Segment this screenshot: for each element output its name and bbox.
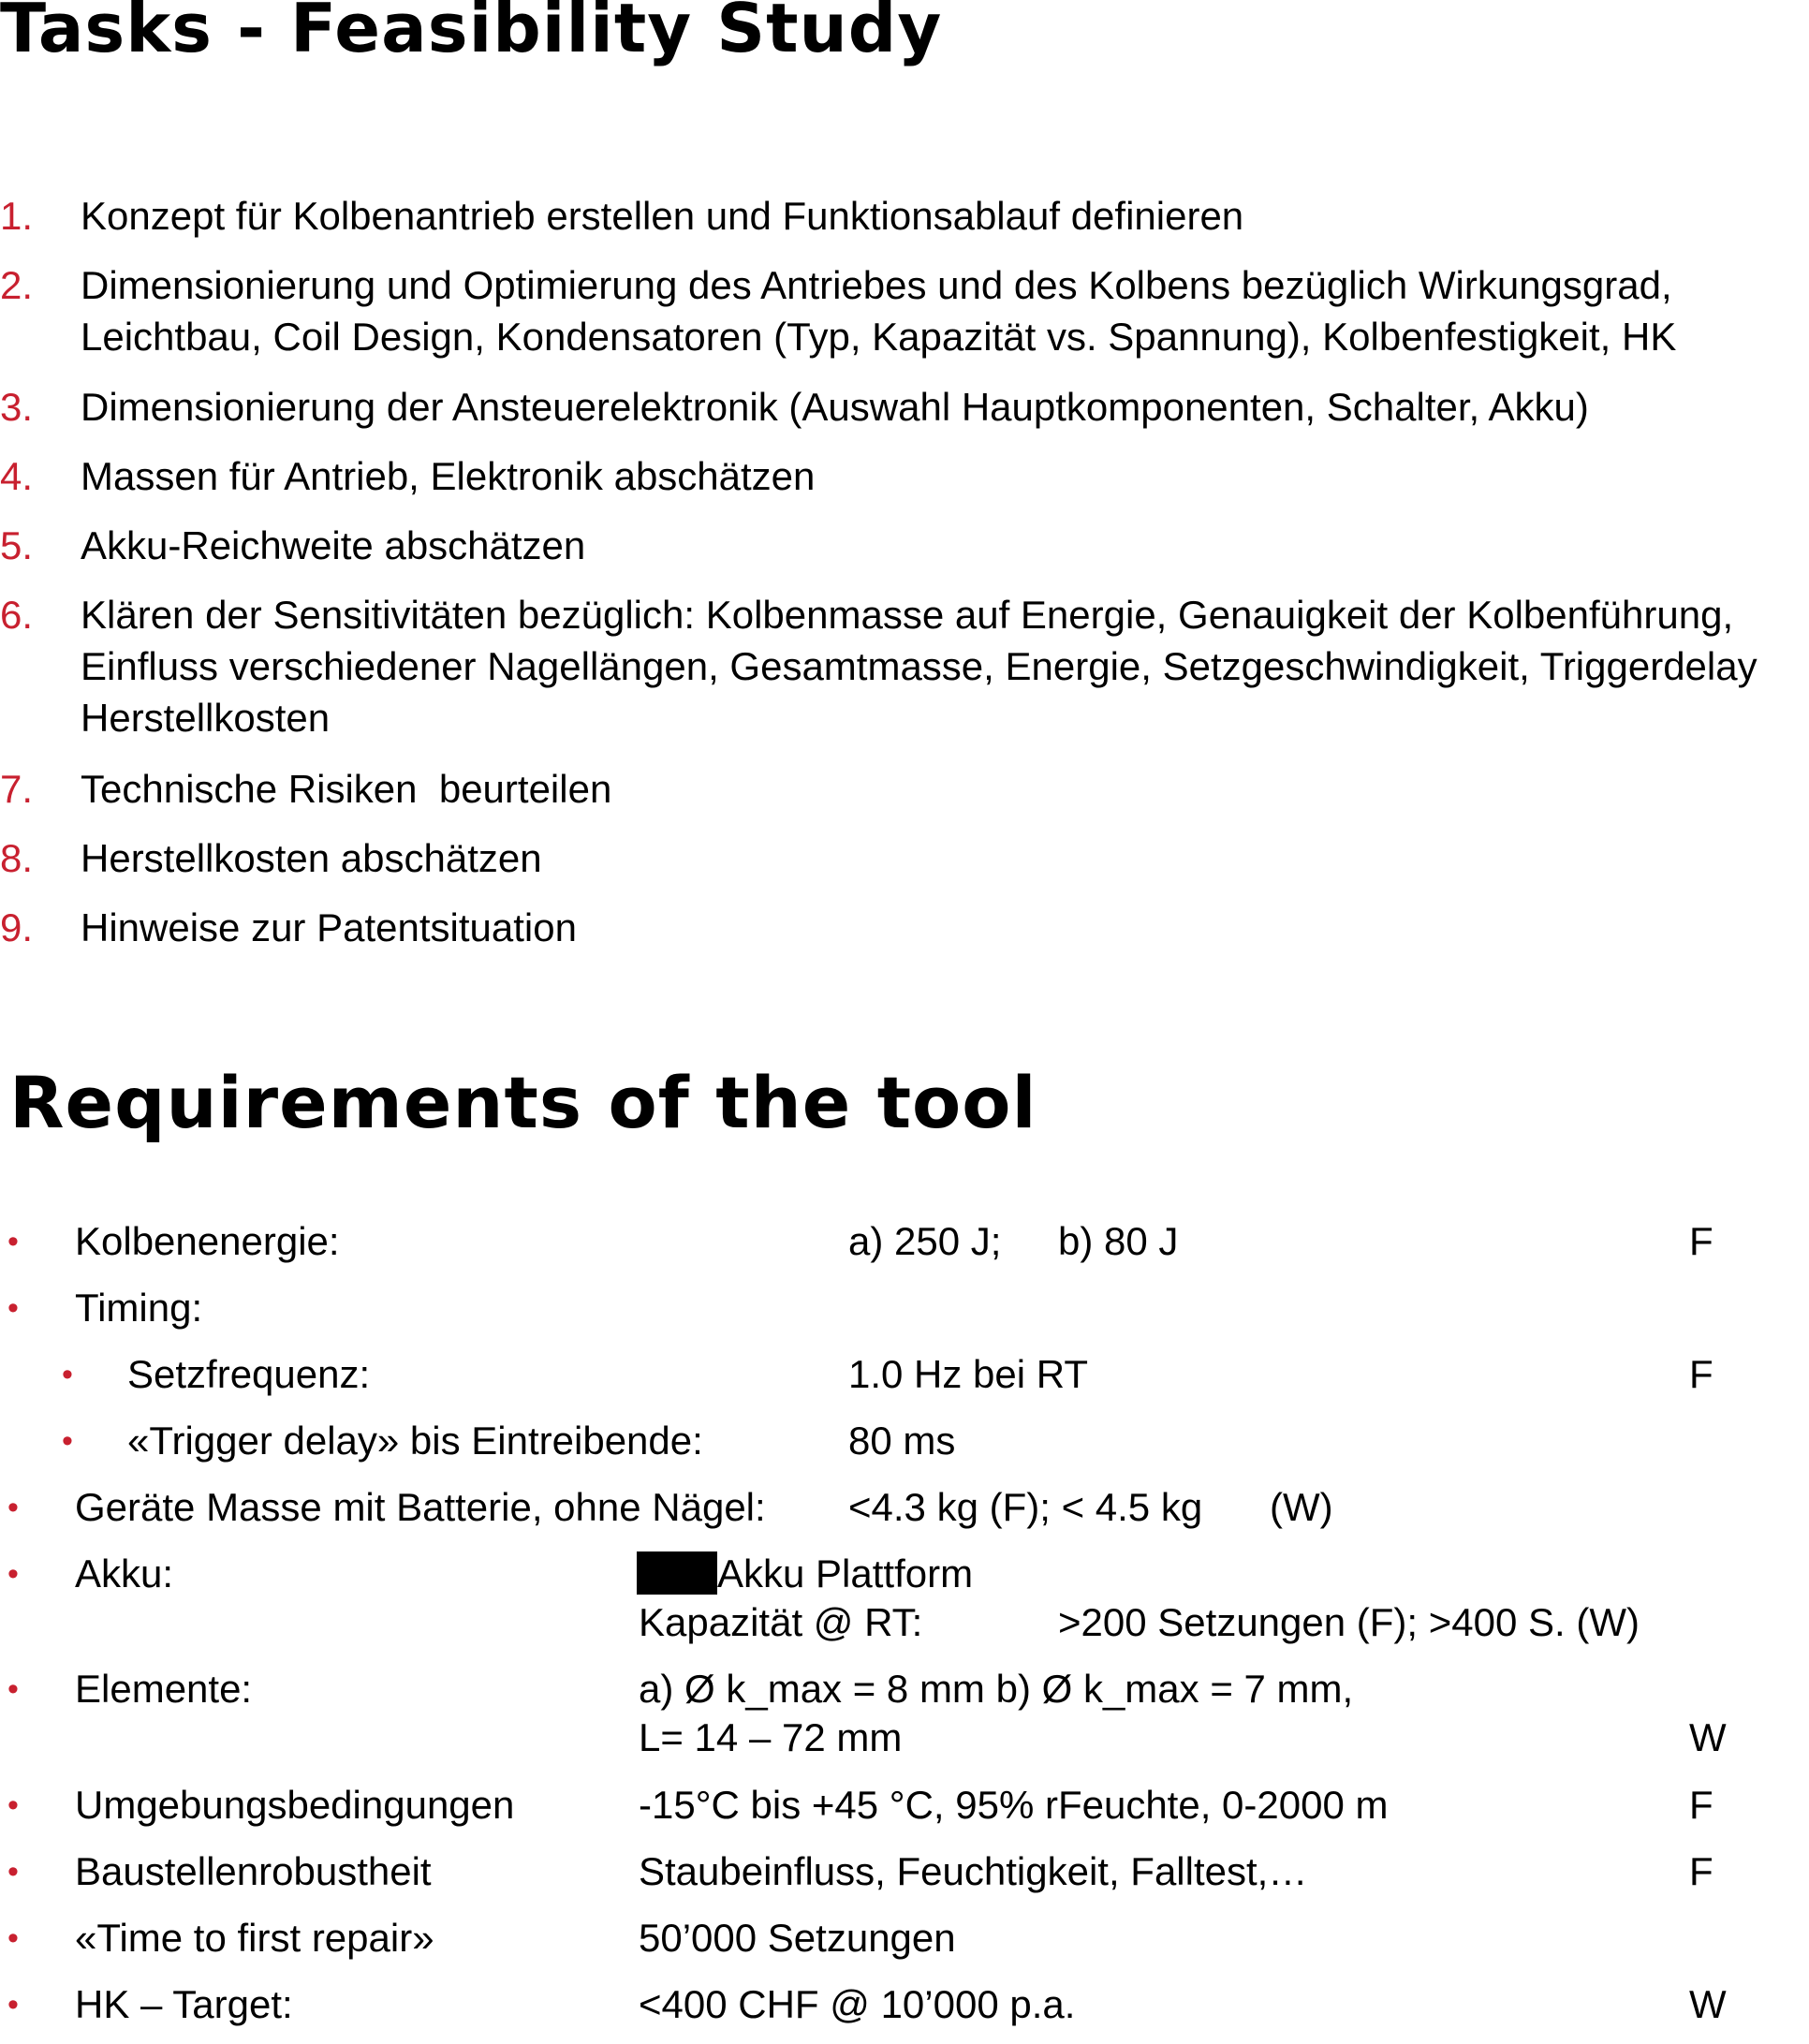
task-text: Konzept für Kolbenantrieb erstellen und Funktionsablauf definieren: [81, 194, 1244, 238]
task-number: 2.: [0, 263, 34, 307]
bullet-icon: •: [7, 1490, 19, 1525]
tasks-title: Tasks - Feasibility Study: [0, 0, 943, 67]
requirement-row: [0, 1215, 1809, 1281]
requirement-label: Setzfrequenz:: [127, 1352, 371, 1396]
requirement-label: «Time to first repair»: [75, 1916, 434, 1960]
bullet-icon: •: [62, 1423, 73, 1459]
bullet-icon: •: [7, 1290, 19, 1326]
task-text: Einfluss verschiedener Nagellängen, Gesamtmasse, Energie, Setzgeschwindigkeit, Triggerdelay: [81, 644, 1758, 688]
requirement-row: [0, 1663, 1809, 1766]
task-number: 5.: [0, 523, 34, 567]
requirement-value: <400 CHF @ 10’000 p.a.: [639, 1982, 1076, 2026]
bullet-icon: •: [7, 1987, 19, 2022]
requirements-title: Requirements of the tool: [9, 1061, 1037, 1144]
task-text: Hinweise zur Patentsituation: [81, 905, 577, 949]
task-text: Technische Risiken beurteilen: [81, 767, 612, 811]
requirement-row: [0, 1548, 1809, 1651]
akku-platform-text: Akku Plattform: [717, 1551, 974, 1595]
requirement-row: [0, 1282, 1809, 1347]
requirement-value: a) 250 J;: [848, 1219, 1002, 1263]
requirement-value: <4.3 kg (F); < 4.5 kg: [848, 1485, 1203, 1529]
redaction-block: [637, 1551, 717, 1595]
bullet-icon: •: [7, 1224, 19, 1259]
requirement-label: Timing:: [75, 1286, 203, 1330]
requirement-label: Akku:: [75, 1551, 174, 1595]
requirement-label: «Trigger delay» bis Eintreibende:: [127, 1419, 703, 1463]
bullet-icon: •: [7, 1556, 19, 1592]
requirement-label: Geräte Masse mit Batterie, ohne Nägel:: [75, 1485, 766, 1529]
requirement-flag: W: [1689, 1715, 1727, 1759]
requirement-row: [0, 1779, 1809, 1845]
task-text: Herstellkosten: [81, 696, 331, 740]
task-number: 1.: [0, 194, 34, 238]
requirement-flag: W: [1689, 1982, 1727, 2026]
requirement-flag: F: [1689, 1219, 1713, 1263]
task-text: Herstellkosten abschätzen: [81, 836, 542, 880]
requirement-value: [637, 1548, 973, 1600]
task-number: 7.: [0, 767, 34, 811]
requirement-label: Umgebungsbedingungen: [75, 1783, 515, 1827]
requirement-sub-label: Kapazität @ RT:: [639, 1600, 923, 1644]
requirement-row: [0, 1348, 1809, 1414]
bullet-icon: •: [7, 1920, 19, 1956]
requirement-row: [0, 1978, 1809, 2044]
requirement-value: -15°C bis +45 °C, 95% rFeuchte, 0-2000 m: [639, 1783, 1389, 1827]
task-text: Dimensionierung der Ansteuerelektronik (Auswahl Hauptkomponenten, Schalter, Akku): [81, 385, 1589, 429]
requirement-value: b) 80 J: [1058, 1219, 1179, 1263]
bullet-icon: •: [7, 1854, 19, 1890]
requirement-row: [0, 1481, 1809, 1547]
requirement-flag: F: [1689, 1849, 1713, 1893]
bullet-icon: •: [7, 1787, 19, 1823]
task-number: 6.: [0, 593, 34, 637]
task-text: Dimensionierung und Optimierung des Antriebes und des Kolbens bezüglich Wirkungsgrad,: [81, 263, 1672, 307]
requirement-row: [0, 1845, 1809, 1911]
requirement-value: Staubeinfluss, Feuchtigkeit, Falltest,…: [639, 1849, 1308, 1893]
bullet-icon: •: [62, 1357, 73, 1392]
requirement-label: Baustellenrobustheit: [75, 1849, 432, 1893]
requirement-value: L= 14 – 72 mm: [639, 1715, 903, 1759]
bullet-icon: •: [7, 1671, 19, 1707]
task-text: Massen für Antrieb, Elektronik abschätzen: [81, 454, 816, 498]
requirement-row: [0, 1415, 1809, 1480]
requirement-value: 50’000 Setzungen: [639, 1916, 956, 1960]
requirement-flag: F: [1689, 1352, 1713, 1396]
requirement-row: [0, 1912, 1809, 1978]
task-text: Klären der Sensitivitäten bezüglich: Kolbenmasse auf Energie, Genauigkeit der Kolbenführung,: [81, 593, 1734, 637]
requirement-value: a) Ø k_max = 8 mm b) Ø k_max = 7 mm,: [639, 1667, 1354, 1711]
task-text: Akku-Reichweite abschätzen: [81, 523, 586, 567]
requirement-value: (W): [1270, 1485, 1333, 1529]
task-number: 3.: [0, 385, 34, 429]
requirement-sub-value: >200 Setzungen (F); >400 S. (W): [1058, 1600, 1640, 1644]
requirement-label: Kolbenenergie:: [75, 1219, 340, 1263]
task-number: 4.: [0, 454, 34, 498]
task-text: Leichtbau, Coil Design, Kondensatoren (Typ, Kapazität vs. Spannung), Kolbenfestigkeit, HK: [81, 315, 1677, 359]
task-number: 9.: [0, 905, 34, 949]
requirement-value: 80 ms: [848, 1419, 956, 1463]
requirement-value: 1.0 Hz bei RT: [848, 1352, 1088, 1396]
requirement-label: HK – Target:: [75, 1982, 293, 2026]
requirement-label: Elemente:: [75, 1667, 253, 1711]
requirement-flag: F: [1689, 1783, 1713, 1827]
task-number: 8.: [0, 836, 34, 880]
